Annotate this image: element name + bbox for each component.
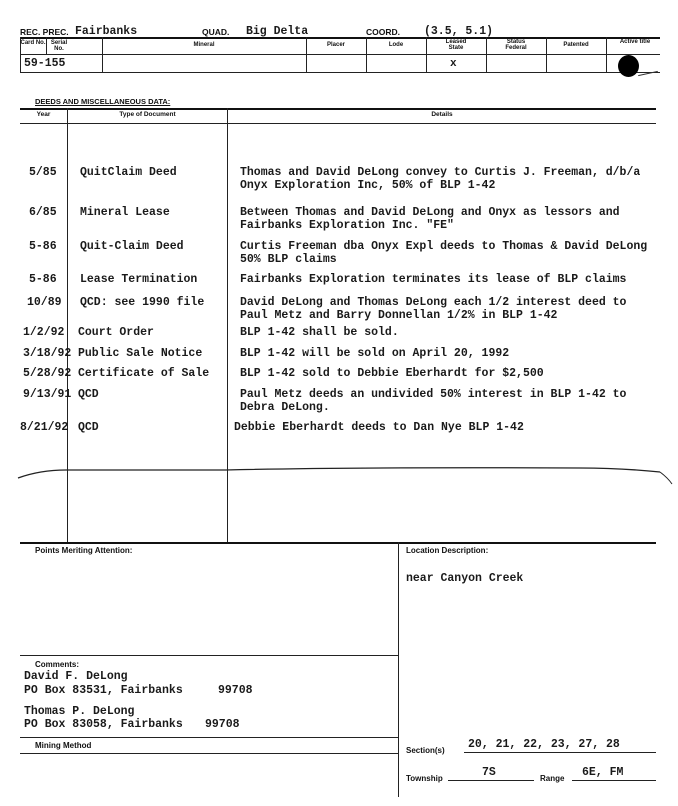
deeds-section-title: DEEDS AND MISCELLANEOUS DATA:: [35, 97, 171, 106]
coord-value: (3.5, 5.1): [424, 25, 494, 38]
points-meriting-attention-label: Points Meriting Attention:: [35, 546, 133, 555]
contact-address: PO Box 83531, Fairbanks: [24, 684, 183, 697]
deed-details: Curtis Freeman dba Onyx Expl deeds to Thomas & David DeLong 50% BLP claims: [240, 240, 648, 266]
deed-year: 8/21/92: [20, 421, 69, 434]
deed-type: Mineral Lease: [80, 206, 170, 219]
mining-method-label: Mining Method: [35, 741, 92, 750]
col-patented: Patented: [563, 42, 589, 48]
deed-details: Between Thomas and David DeLong and Onyx as lessors and Fairbanks Exploration Inc. "FE": [240, 206, 620, 232]
deed-details: David DeLong and Thomas DeLong each 1/2 interest deed to Paul Metz and Barry Donnellan 1/2% in BLP 1-42: [240, 296, 627, 322]
deed-type: Quit-Claim Deed: [80, 240, 184, 253]
deed-year: 10/89: [27, 296, 62, 309]
section-label: Section(s): [406, 746, 445, 755]
card-number: 59-155: [24, 57, 66, 70]
deed-details: Paul Metz deeds an undivided 50% interest in BLP 1-42 to Debra DeLong.: [240, 388, 627, 414]
deed-year: 5/28/92: [23, 367, 72, 380]
quad-value: Big Delta: [246, 25, 309, 38]
deed-year: 9/13/91: [23, 388, 72, 401]
active-title-dot: [618, 55, 639, 77]
location-description-label: Location Description:: [406, 546, 489, 555]
deed-year: 1/2/92: [23, 326, 65, 339]
contact-zip: 99708: [205, 718, 240, 731]
comments-label: Comments:: [35, 660, 80, 669]
deed-year: 5-86: [29, 240, 57, 253]
contact-address: PO Box 83058, Fairbanks: [24, 718, 183, 731]
location-description-value: near Canyon Creek: [406, 572, 524, 585]
deed-type: QCD: [78, 388, 99, 401]
col-details: Details: [431, 111, 453, 118]
coord-label: COORD.: [366, 27, 400, 37]
leased-state-mark: x: [450, 58, 457, 70]
deed-details: Thomas and David DeLong convey to Curtis J. Freeman, d/b/a Onyx Exploration Inc, 50% of BLP 1-42: [240, 166, 641, 192]
col-year: Year: [36, 111, 51, 118]
deed-details: BLP 1-42 sold to Debbie Eberhardt for $2,500: [240, 367, 544, 380]
hand-drawn-line: [0, 462, 678, 488]
col-active-title: Active title: [619, 39, 651, 45]
col-leased-state: Leased State: [445, 39, 467, 51]
col-mineral: Mineral: [193, 42, 215, 48]
deed-year: 3/18/92: [23, 347, 72, 360]
deed-year: 6/85: [29, 206, 57, 219]
section-value: 20, 21, 22, 23, 27, 28: [468, 738, 620, 751]
deed-type: Court Order: [78, 326, 154, 339]
deed-type: Certificate of Sale: [78, 367, 210, 380]
deed-details: BLP 1-42 will be sold on April 20, 1992: [240, 347, 510, 360]
col-type-of-document: Type of Document: [119, 111, 176, 118]
col-lode: Lode: [388, 42, 404, 48]
col-status-federal: Status Federal: [505, 39, 527, 51]
deed-year: 5-86: [29, 273, 57, 286]
contact-name: David F. DeLong: [24, 670, 128, 683]
col-placer: Placer: [326, 42, 345, 48]
township-label: Township: [406, 774, 443, 783]
deed-type: Lease Termination: [80, 273, 198, 286]
township-value: 7S: [482, 766, 496, 779]
range-label: Range: [540, 774, 565, 783]
deed-type: QCD: [78, 421, 99, 434]
rec-prec-value: Fairbanks: [75, 25, 138, 38]
deed-type: Public Sale Notice: [78, 347, 203, 360]
rec-prec-label: REC. PREC.: [20, 27, 69, 37]
quad-label: QUAD.: [202, 27, 230, 37]
deed-details: BLP 1-42 shall be sold.: [240, 326, 399, 339]
deed-type: QuitClaim Deed: [80, 166, 177, 179]
deed-details: Debbie Eberhardt deeds to Dan Nye BLP 1-42: [234, 421, 524, 434]
col-card-no: Card No.: [20, 40, 46, 46]
range-value: 6E, FM: [582, 766, 624, 779]
deed-type: QCD: see 1990 file: [80, 296, 205, 309]
deed-details: Fairbanks Exploration terminates its lease of BLP claims: [240, 273, 627, 286]
contact-name: Thomas P. DeLong: [24, 705, 135, 718]
col-serial-no: Serial No.: [50, 40, 68, 52]
deed-year: 5/85: [29, 166, 57, 179]
contact-zip: 99708: [218, 684, 253, 697]
